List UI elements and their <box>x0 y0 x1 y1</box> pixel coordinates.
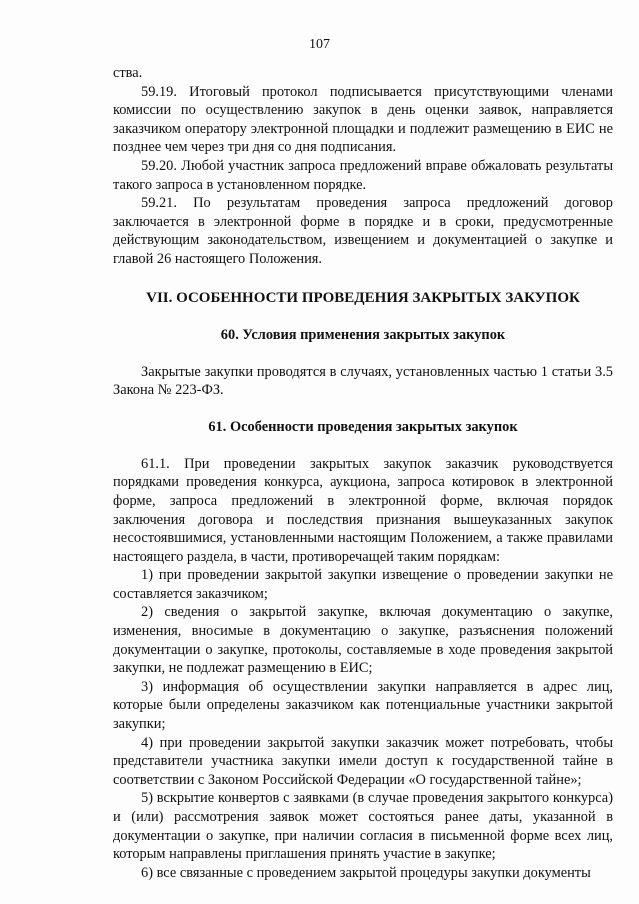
spacer <box>113 437 613 455</box>
chapter-title: VII. ОСОБЕННОСТИ ПРОВЕДЕНИЯ ЗАКРЫТЫХ ЗАКУПОК <box>146 289 580 306</box>
list-item-5: 5) вскрытие конвертов с заявками (в случае проведения закрытого конкурса) и (или) рассмотрения заявок может состояться ранее даты, указанной в документации о закупке, при наличии согласия в письменной форме всех лиц, которым направлены приглашения принять участие в закупке; <box>113 790 613 863</box>
section-60-text: Закрытые закупки проводятся в случаях, установленных частью 1 статьи 3.5 Закона № 223-ФЗ. <box>113 363 613 399</box>
section-61-title: 61. Особенности проведения закрытых закупок <box>208 418 518 435</box>
page-number: 107 <box>309 37 330 52</box>
list-item-3: 3) информация об осуществлении закупки направляется в адрес лиц, которые были определены заказчиком как потенциальные участники закрытой закупки; <box>113 678 613 733</box>
list-item-6: 6) все связанные с проведением закрытой процедуры закупки документы <box>141 864 591 881</box>
paragraph-continuation: ства. <box>113 65 143 81</box>
paragraph-59-21: 59.21. По результатам проведения запроса предложений договор заключается в электронной форме в порядке и в сроки, предусмотренные действующим законодательством, извещением и документацией о закупке и главой 26 настоящего Положения. <box>113 195 613 267</box>
list-item-4: 4) при проведении закрытой закупки заказчик может потребовать, чтобы представители участника закупки имели доступ к государственной тайне в соответствии с Законом Российской Федерации «О государственной тайне»; <box>113 734 613 788</box>
list-item-1: 1) при проведении закрытой закупки извещение о проведении закупки не составляется заказчиком; <box>113 567 613 602</box>
paragraph-61-1: 61.1. При проведении закрытых закупок заказчик руководствуется порядками проведения конкурса, аукциона, запроса котировок в электронной форме, запроса предложений в электронной форме, включая порядок заключения договора и последствия признания вышеуказанных закупок несостоявшимися, установленными настоящим Положением, а также правилами настоящего раздела, в части, противоречащей таким порядкам: <box>113 455 613 565</box>
page-content <box>113 64 613 882</box>
list-item-2: 2) сведения о закрытой закупке, включая документацию о закупке, изменения, вносимые в документацию о закупке, разъяснения положений документации о закупке, протоколы, составляемые в ходе проведения закрытой закупки, не подлежат размещению в ЕИС; <box>113 604 613 677</box>
paragraph-59-20: 59.20. Любой участник запроса предложений вправе обжаловать результаты такого запроса в установленном порядке. <box>113 157 613 193</box>
spacer <box>113 345 613 363</box>
paragraph-59-19: 59.19. Итоговый протокол подписывается присутствующими членами комиссии по осуществлению закупок в день оценки заявок, направляется заказчиком оператору электронной площадки и подлежит размещению в ЕИС не позднее чем через три дня со дня подписания. <box>113 83 613 156</box>
section-60-title: 60. Условия применения закрытых закупок <box>220 326 506 343</box>
